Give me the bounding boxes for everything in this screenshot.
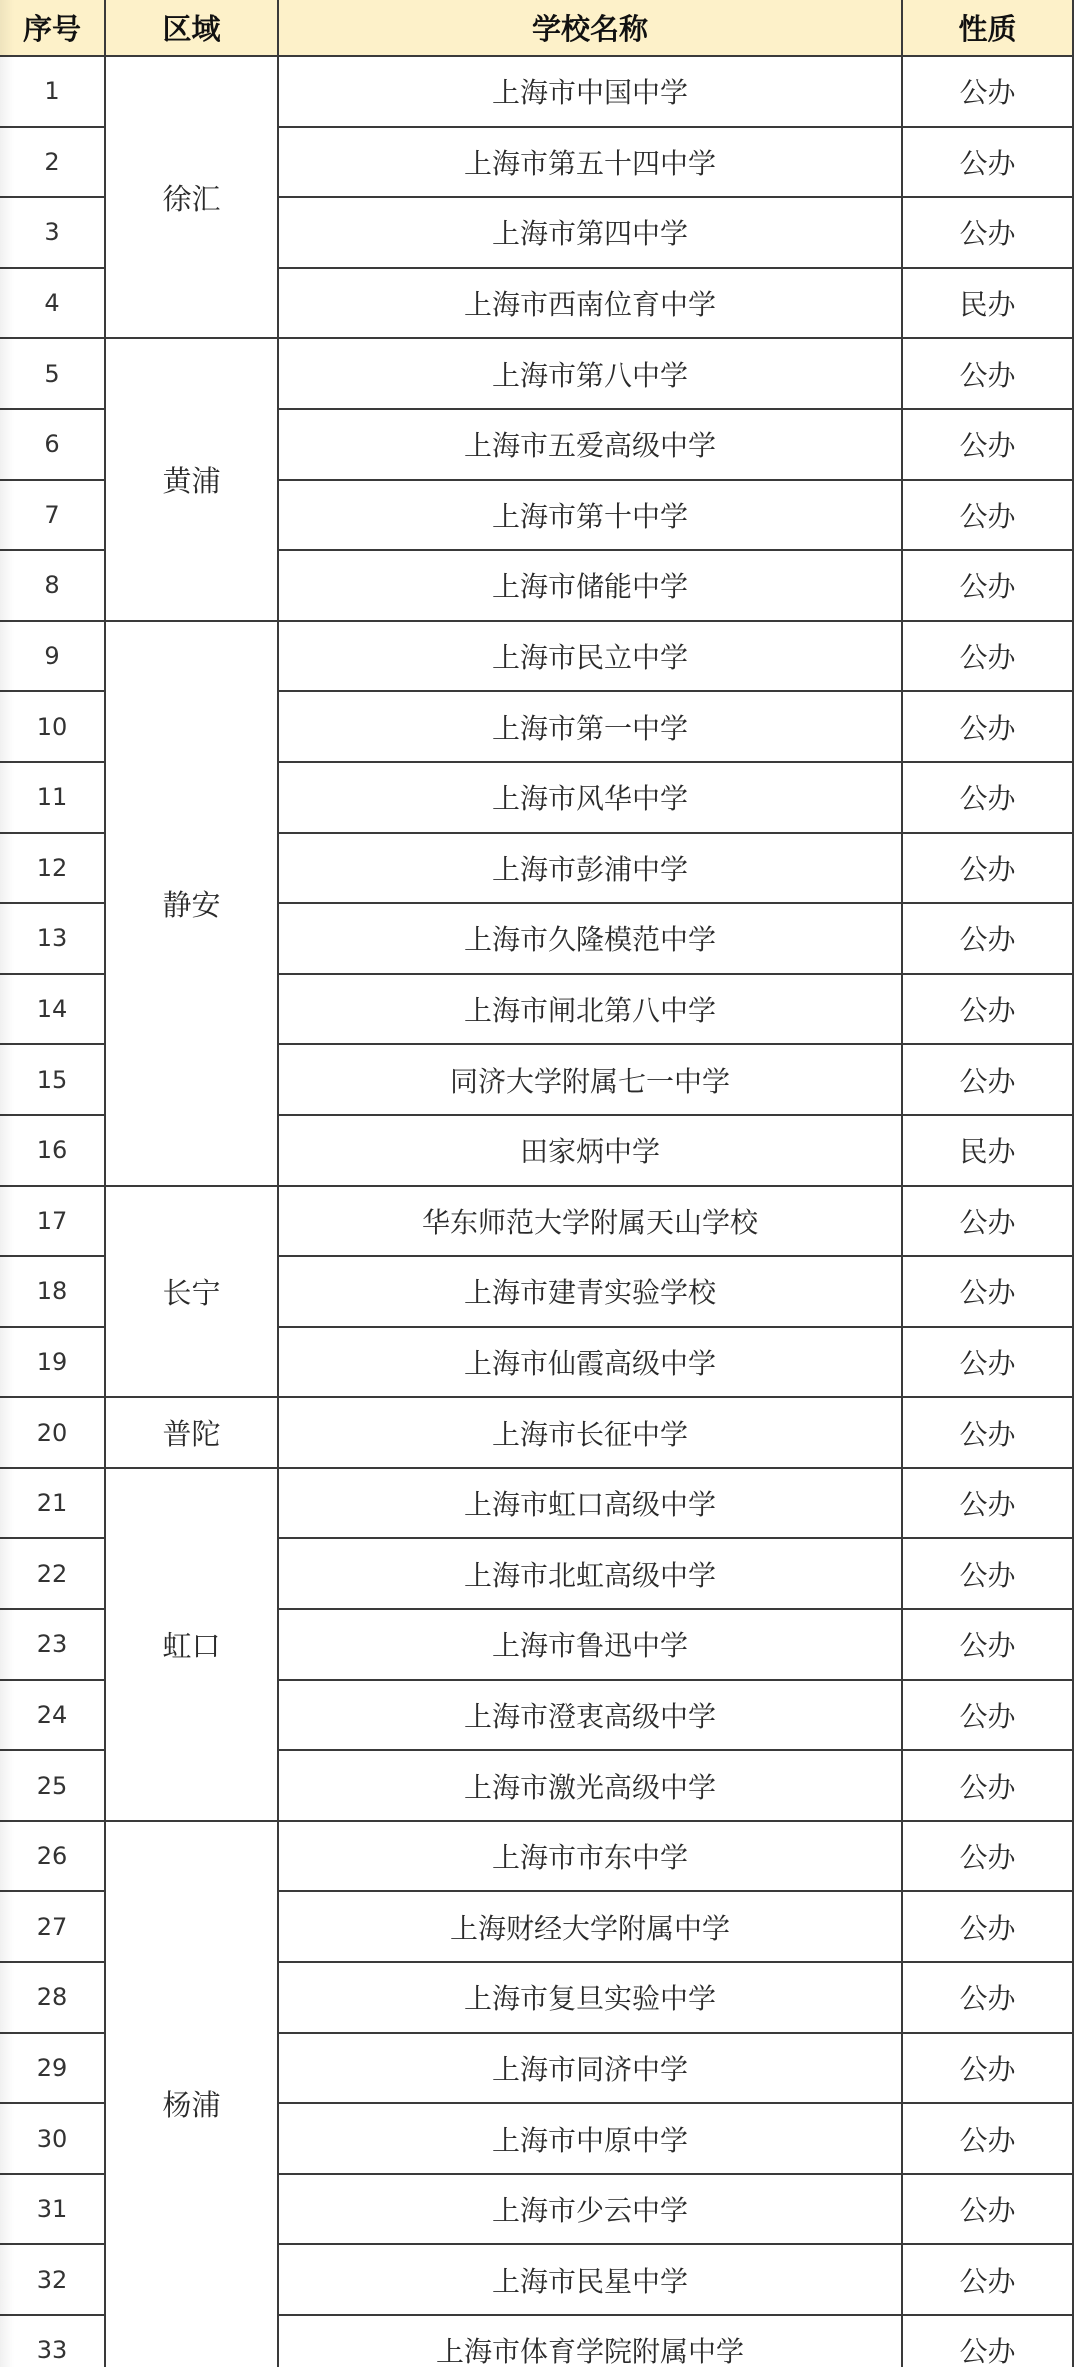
table-row xyxy=(0,1186,1073,1257)
row-number: 28 xyxy=(0,1962,105,2033)
school-name-cell: 上海市第四中学 xyxy=(278,197,902,268)
header-region: 区域 xyxy=(105,0,278,56)
school-type-cell: 公办 xyxy=(902,974,1073,1045)
school-type-cell: 公办 xyxy=(902,480,1073,551)
row-number: 20 xyxy=(0,1397,105,1468)
school-name-cell: 上海市闸北第八中学 xyxy=(278,974,902,1045)
school-type-cell: 公办 xyxy=(902,1397,1073,1468)
region-cell: 普陀 xyxy=(105,1397,278,1468)
table-row xyxy=(0,56,1073,127)
row-number: 33 xyxy=(0,2315,105,2367)
school-type-cell: 公办 xyxy=(902,197,1073,268)
row-number: 22 xyxy=(0,1538,105,1609)
region-cell: 虹口 xyxy=(105,1468,278,1821)
row-number: 10 xyxy=(0,691,105,762)
school-type-cell: 公办 xyxy=(902,409,1073,480)
row-number: 19 xyxy=(0,1327,105,1398)
school-type-cell: 公办 xyxy=(902,2103,1073,2174)
row-number: 3 xyxy=(0,197,105,268)
school-type-cell: 公办 xyxy=(902,1680,1073,1751)
school-name-cell: 上海市仙霞高级中学 xyxy=(278,1327,902,1398)
header-row xyxy=(0,0,1073,56)
school-name-cell: 上海市民星中学 xyxy=(278,2244,902,2315)
school-type-cell: 公办 xyxy=(902,1609,1073,1680)
row-number: 4 xyxy=(0,268,105,339)
row-number: 27 xyxy=(0,1891,105,1962)
school-name-cell: 上海市第十中学 xyxy=(278,480,902,551)
school-type-cell: 公办 xyxy=(902,1044,1073,1115)
school-name-cell: 上海市北虹高级中学 xyxy=(278,1538,902,1609)
school-name-cell: 上海市体育学院附属中学 xyxy=(278,2315,902,2367)
row-number: 15 xyxy=(0,1044,105,1115)
school-name-cell: 上海市第五十四中学 xyxy=(278,127,902,198)
school-name-cell: 上海市同济中学 xyxy=(278,2033,902,2104)
school-name-cell: 上海市久隆模范中学 xyxy=(278,903,902,974)
table-row xyxy=(0,1397,1073,1468)
school-type-cell: 公办 xyxy=(902,1468,1073,1539)
row-number: 8 xyxy=(0,550,105,621)
school-name-cell: 上海市长征中学 xyxy=(278,1397,902,1468)
school-type-cell: 公办 xyxy=(902,127,1073,198)
school-name-cell: 上海市少云中学 xyxy=(278,2174,902,2245)
school-type-cell: 公办 xyxy=(902,833,1073,904)
school-name-cell: 上海市五爱高级中学 xyxy=(278,409,902,480)
row-number: 18 xyxy=(0,1256,105,1327)
row-number: 6 xyxy=(0,409,105,480)
school-name-cell: 上海市中原中学 xyxy=(278,2103,902,2174)
row-number: 12 xyxy=(0,833,105,904)
school-type-cell: 民办 xyxy=(902,268,1073,339)
row-number: 30 xyxy=(0,2103,105,2174)
row-number: 31 xyxy=(0,2174,105,2245)
school-type-cell: 公办 xyxy=(902,691,1073,762)
school-type-cell: 公办 xyxy=(902,1538,1073,1609)
region-cell: 杨浦 xyxy=(105,1821,278,2367)
school-type-cell: 公办 xyxy=(902,2244,1073,2315)
school-name-cell: 上海市民立中学 xyxy=(278,621,902,692)
row-number: 9 xyxy=(0,621,105,692)
school-type-cell: 公办 xyxy=(902,1186,1073,1257)
school-name-cell: 上海市中国中学 xyxy=(278,56,902,127)
table-row xyxy=(0,338,1073,409)
school-name-cell: 上海市澄衷高级中学 xyxy=(278,1680,902,1751)
school-type-cell: 公办 xyxy=(902,2315,1073,2367)
school-type-cell: 公办 xyxy=(902,903,1073,974)
table-row xyxy=(0,621,1073,692)
row-number: 25 xyxy=(0,1750,105,1821)
row-number: 23 xyxy=(0,1609,105,1680)
table-row xyxy=(0,1821,1073,1892)
row-number: 26 xyxy=(0,1821,105,1892)
row-number: 16 xyxy=(0,1115,105,1186)
school-name-cell: 上海市彭浦中学 xyxy=(278,833,902,904)
table-row xyxy=(0,1468,1073,1539)
table-body xyxy=(0,56,1073,2367)
school-type-cell: 民办 xyxy=(902,1115,1073,1186)
region-cell: 静安 xyxy=(105,621,278,1186)
school-type-cell: 公办 xyxy=(902,1962,1073,2033)
school-name-cell: 上海市激光高级中学 xyxy=(278,1750,902,1821)
region-cell: 长宁 xyxy=(105,1186,278,1398)
school-type-cell: 公办 xyxy=(902,56,1073,127)
header-school-name: 学校名称 xyxy=(278,0,902,56)
school-name-cell: 上海市西南位育中学 xyxy=(278,268,902,339)
row-number: 11 xyxy=(0,762,105,833)
school-type-cell: 公办 xyxy=(902,1750,1073,1821)
school-type-cell: 公办 xyxy=(902,1327,1073,1398)
school-type-cell: 公办 xyxy=(902,762,1073,833)
school-name-cell: 上海市鲁迅中学 xyxy=(278,1609,902,1680)
school-name-cell: 田家炳中学 xyxy=(278,1115,902,1186)
region-cell: 黄浦 xyxy=(105,338,278,620)
school-name-cell: 上海市建青实验学校 xyxy=(278,1256,902,1327)
school-type-cell: 公办 xyxy=(902,1891,1073,1962)
school-name-cell: 上海市风华中学 xyxy=(278,762,902,833)
school-type-cell: 公办 xyxy=(902,2174,1073,2245)
school-type-cell: 公办 xyxy=(902,1821,1073,1892)
school-name-cell: 上海市虹口高级中学 xyxy=(278,1468,902,1539)
school-name-cell: 上海市复旦实验中学 xyxy=(278,1962,902,2033)
row-number: 5 xyxy=(0,338,105,409)
school-type-cell: 公办 xyxy=(902,621,1073,692)
school-type-cell: 公办 xyxy=(902,338,1073,409)
row-number: 14 xyxy=(0,974,105,1045)
row-number: 17 xyxy=(0,1186,105,1257)
school-name-cell: 同济大学附属七一中学 xyxy=(278,1044,902,1115)
row-number: 13 xyxy=(0,903,105,974)
header-number: 序号 xyxy=(0,0,105,56)
row-number: 1 xyxy=(0,56,105,127)
row-number: 24 xyxy=(0,1680,105,1751)
school-name-cell: 上海市第八中学 xyxy=(278,338,902,409)
row-number: 32 xyxy=(0,2244,105,2315)
school-name-cell: 上海财经大学附属中学 xyxy=(278,1891,902,1962)
school-type-cell: 公办 xyxy=(902,550,1073,621)
row-number: 21 xyxy=(0,1468,105,1539)
school-name-cell: 华东师范大学附属天山学校 xyxy=(278,1186,902,1257)
school-type-cell: 公办 xyxy=(902,2033,1073,2104)
row-number: 7 xyxy=(0,480,105,551)
school-name-cell: 上海市市东中学 xyxy=(278,1821,902,1892)
school-type-cell: 公办 xyxy=(902,1256,1073,1327)
header-school-type: 性质 xyxy=(902,0,1073,56)
table-header xyxy=(0,0,1073,56)
row-number: 2 xyxy=(0,127,105,198)
school-name-cell: 上海市储能中学 xyxy=(278,550,902,621)
row-number: 29 xyxy=(0,2033,105,2104)
region-cell: 徐汇 xyxy=(105,56,278,338)
school-name-cell: 上海市第一中学 xyxy=(278,691,902,762)
